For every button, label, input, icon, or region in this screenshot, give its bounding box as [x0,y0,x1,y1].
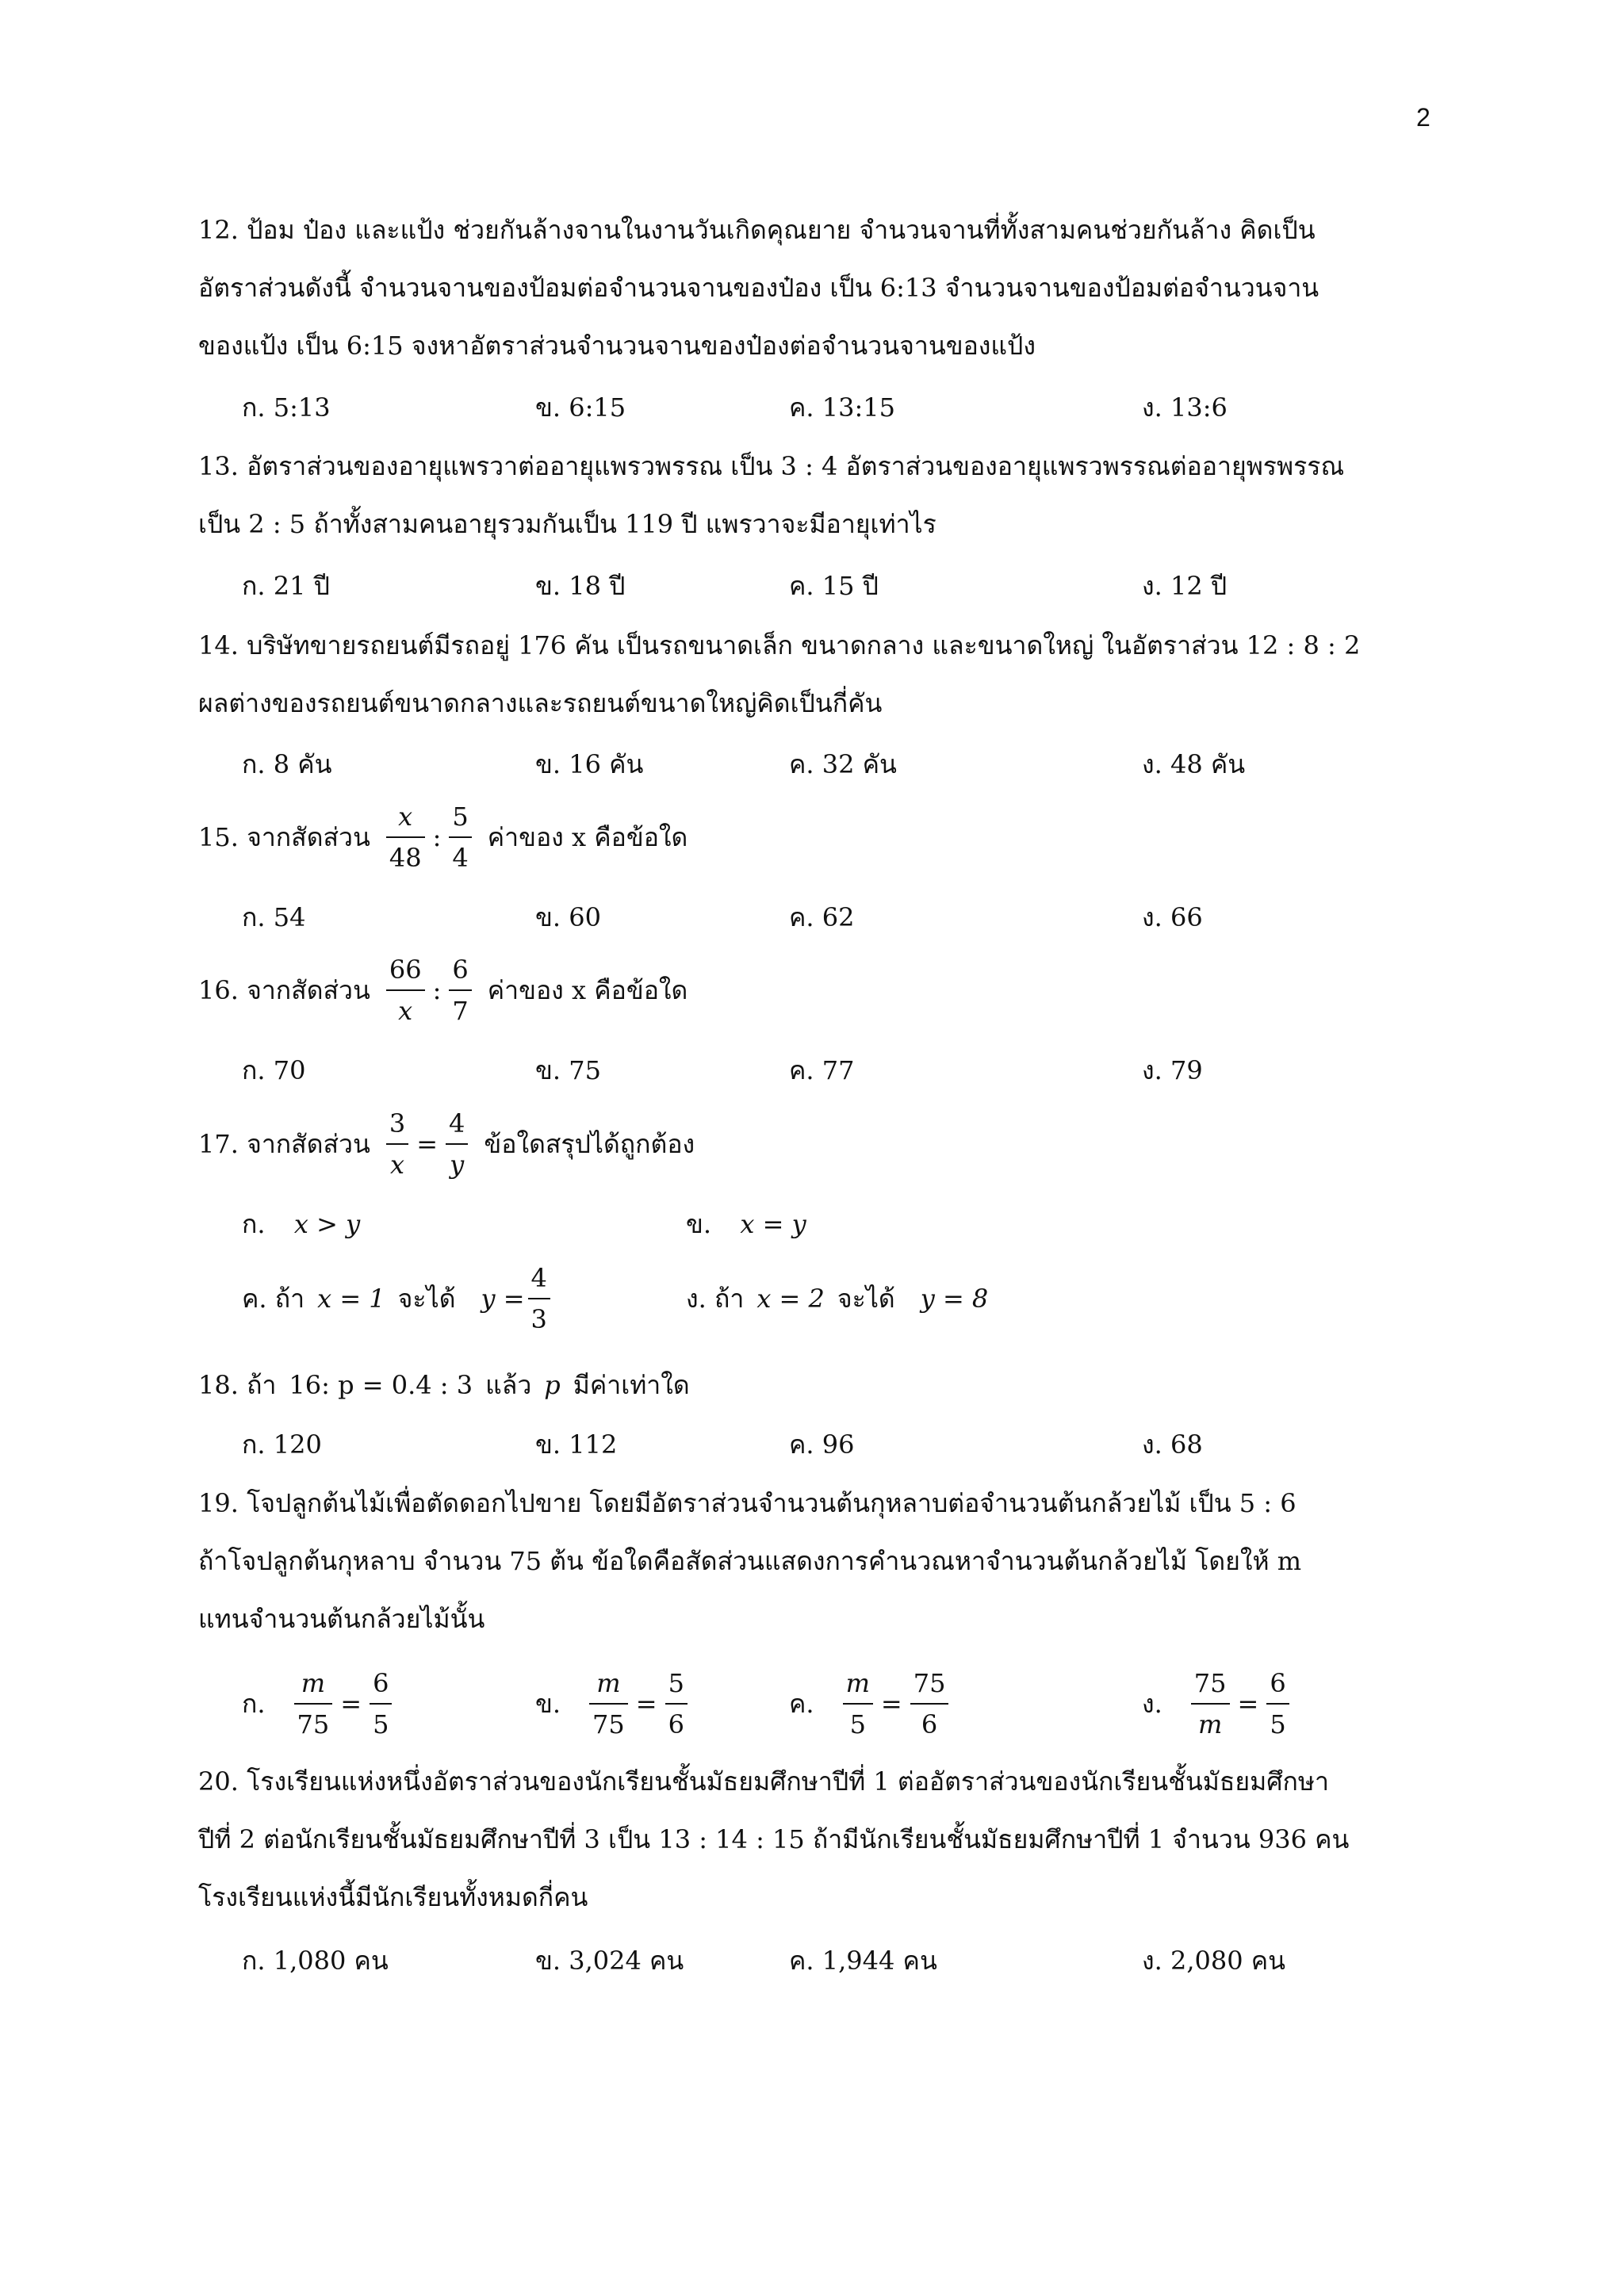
option-b [686,1195,806,1253]
fraction-numerator: 75 [913,1668,946,1698]
fraction-numerator: 6 [1270,1668,1286,1698]
question-16-text [198,950,688,1031]
question-mid: แล้ว [485,1370,532,1400]
equals-sign: = [635,1689,657,1719]
question-line: อัตราส่วนดังนี้ จำนวนจานของป้อมต่อจำนวนจานของป๋อง เป็น 6:13 จำนวนจานของป้อมต่อจำนวนจาน [198,273,1320,303]
question-16-options [242,1041,1431,1100]
option-label: ข. [535,1689,561,1719]
fraction-numerator: 4 [530,1263,547,1293]
option-c: ค. 13:15 [789,392,895,423]
question-line: 19. โจปลูกต้นไม้เพื่อตัดดอกไปขาย โดยมีอัตราส่วนจำนวนต้นกุหลาบต่อจำนวนต้นกล้วยไม้ เป็น 5 : 6 [198,1488,1297,1518]
question-expression: 16: p = 0.4 : 3 [289,1370,473,1400]
option-label: ง. [1142,1689,1162,1719]
option-c: ค. 32 คัน [789,749,897,779]
option-c: ค. 96 [789,1429,855,1460]
question-19-text [198,1475,1435,1648]
option-d: ง. 79 [1142,1055,1203,1085]
question-20-options [242,1931,1431,1990]
question-line: 12. ป้อม ป๋อง และแป้ง ช่วยกันล้างจานในงานวันเกิดคุณยาย จำนวนจานที่ทั้งสามคนช่วยกันล้าง คิดเป็น [198,215,1316,245]
fraction-denominator: 3 [530,1304,547,1334]
option-b: ข. 75 [535,1055,601,1085]
fraction [449,950,471,1031]
question-line: ของแป้ง เป็น 6:15 จงหาอัตราส่วนจำนวนจานของป๋องต่อจำนวนจานของแป้ง [198,331,1036,361]
question-line: ปีที่ 2 ต่อนักเรียนชั้นมัธยมศึกษาปีที่ 3 เป็น 13 : 14 : 15 ถ้ามีนักเรียนชั้นมัธยมศึกษาปีที่ 1 จำนวน 936 คน [198,1824,1350,1854]
fraction-numerator: 6 [373,1668,389,1698]
option-label: ก. [242,1209,266,1239]
option-a: ก. 21 ปี [242,571,330,601]
option-a: ก. 8 คัน [242,749,332,779]
fraction [449,797,471,878]
option-d: ง. 68 [1142,1429,1203,1460]
option-then: จะได้ [837,1284,895,1314]
option-c [789,1659,952,1748]
equals-sign: = [416,1129,439,1159]
option-c: ค. 77 [789,1055,855,1085]
fraction [294,1663,333,1744]
fraction [386,1104,408,1184]
option-d [1142,1659,1293,1748]
option-label: ค. [789,1689,814,1719]
option-d: ง. 12 ปี [1142,571,1228,601]
option-label: ง. ถ้า [686,1284,745,1314]
fraction-numerator: 5 [668,1668,684,1698]
fraction-denominator: 7 [452,996,469,1026]
fraction-numerator: 75 [1193,1668,1227,1698]
question-17-options-row1 [242,1195,1431,1253]
question-20-text [198,1753,1435,1927]
option-a: ก. 1,080 คน [242,1946,389,1976]
fraction-numerator: 6 [452,955,469,985]
option-b: ข. 6:15 [535,392,626,423]
fraction-numerator: m [845,1668,870,1698]
option-label: ค. ถ้า [242,1284,305,1314]
page-number: 2 [1416,103,1431,132]
question-17-text [198,1104,695,1184]
fraction-denominator: 5 [373,1709,389,1739]
fraction [589,1663,628,1744]
equals-sign: = [340,1689,362,1719]
question-13-text [198,438,1435,553]
option-label: ก. [242,1689,266,1719]
option-b: ข. 3,024 คน [535,1946,684,1976]
fraction-denominator: 5 [1270,1709,1286,1739]
question-15-text [198,797,688,878]
question-line: 13. อัตราส่วนของอายุแพรวาต่ออายุแพรวพรรณ เป็น 3 : 4 อัตราส่วนของอายุแพรวพรรณต่ออายุพรพรรณ [198,451,1345,481]
fraction-denominator: 6 [668,1709,684,1739]
question-line: ผลต่างของรถยนต์ขนาดกลางและรถยนต์ขนาดใหญ่คิดเป็นกี่คัน [198,688,883,718]
option-then: จะได้ [397,1284,456,1314]
option-c: ค. 15 ปี [789,571,879,601]
question-suffix: ค่าของ x คือข้อใด [487,975,688,1005]
option-a: ก. 120 [242,1429,322,1460]
question-line: 14. บริษัทขายรถยนต์มีรถอยู่ 176 คัน เป็นรถขนาดเล็ก ขนาดกลาง และขนาดใหญ่ ในอัตราส่วน 12 : 8 : 2 [198,630,1361,660]
option-a [242,1195,360,1253]
question-suffix: มีค่าเท่าใด [573,1370,690,1400]
question-suffix: ค่าของ x คือข้อใด [487,822,688,852]
question-line: เป็น 2 : 5 ถ้าทั้งสามคนอายุรวมกันเป็น 119 ปี แพรวาจะมีอายุเท่าไร [198,509,936,539]
question-prefix: 16. จากสัดส่วน [198,975,370,1005]
option-b: ข. 112 [535,1429,618,1460]
fraction-denominator: x [398,996,413,1026]
fraction [1191,1663,1230,1744]
fraction [1266,1663,1289,1744]
option-c: ค. 62 [789,902,855,932]
option-d: ง. 48 คัน [1142,749,1246,779]
option-b: ข. 16 คัน [535,749,644,779]
question-18-options [242,1415,1431,1474]
question-line: โรงเรียนแห่งนี้มีนักเรียนทั้งหมดกี่คน [198,1882,588,1912]
fraction [843,1663,873,1744]
question-line: ถ้าโจปลูกต้นกุหลาบ จำนวน 75 ต้น ข้อใดคือสัดส่วนแสดงการคำนวณหาจำนวนต้นกล้วยไม้ โดยให้ m [198,1546,1302,1576]
option-d: ง. 13:6 [1142,392,1228,423]
question-prefix: 15. จากสัดส่วน [198,822,370,852]
option-lhs: y = [481,1284,525,1314]
ratio-separator: : [432,975,442,1005]
option-b: ข. 18 ปี [535,571,626,601]
ratio-separator: : [432,822,442,852]
fraction-numerator: m [596,1668,621,1698]
question-15-options [242,888,1431,947]
option-a [242,1659,395,1748]
option-b [535,1659,691,1748]
fraction-numerator: 3 [389,1108,406,1138]
option-d: ง. 66 [1142,902,1203,932]
equals-sign: = [1237,1689,1259,1719]
option-a: ก. 70 [242,1055,306,1085]
fraction [386,950,425,1031]
option-condition: x = 1 [317,1284,385,1314]
fraction-denominator: 5 [849,1709,866,1739]
question-prefix: 17. จากสัดส่วน [198,1129,370,1159]
question-prefix: 18. ถ้า [198,1370,277,1400]
question-19-options [242,1659,1431,1748]
option-math: x = y [740,1209,806,1239]
question-14-options [242,735,1431,794]
fraction-numerator: 66 [389,955,422,985]
option-label: ข. [686,1209,712,1239]
fraction-denominator: 6 [921,1709,938,1739]
fraction-numerator: 4 [449,1108,465,1138]
option-b: ข. 60 [535,902,601,932]
fraction-denominator: 48 [389,843,422,873]
fraction [528,1258,550,1339]
question-line: 20. โรงเรียนแห่งหนึ่งอัตราส่วนของนักเรียนชั้นมัธยมศึกษาปีที่ 1 ต่ออัตราส่วนของนักเรียนชั้นมัธยมศึกษา [198,1766,1329,1797]
option-math: x > y [293,1209,361,1239]
fraction [386,797,425,878]
fraction-denominator: x [390,1150,405,1180]
equals-sign: = [880,1689,902,1719]
option-c [242,1254,553,1343]
fraction [910,1663,949,1744]
option-c: ค. 1,944 คน [789,1946,937,1976]
fraction-numerator: m [301,1668,326,1698]
fraction-numerator: 5 [452,802,469,832]
question-18-text [198,1356,690,1414]
option-a: ก. 5:13 [242,392,331,423]
question-17-options-row2 [242,1254,1431,1343]
fraction-denominator: 4 [452,843,469,873]
fraction [665,1663,688,1744]
question-variable: p [544,1370,561,1400]
question-12-text [198,201,1435,375]
question-13-options [242,557,1431,615]
fraction-denominator: 75 [297,1709,330,1739]
option-a: ก. 54 [242,902,306,932]
question-line: แทนจำนวนต้นกล้วยไม้นั้น [198,1604,485,1634]
option-condition: x = 2 [756,1284,825,1314]
question-suffix: ข้อใดสรุปได้ถูกต้อง [484,1129,695,1159]
fraction [370,1663,392,1744]
option-d: ง. 2,080 คน [1142,1946,1286,1976]
fraction-denominator: m [1197,1709,1223,1739]
fraction-denominator: y [450,1150,465,1180]
option-equation: y = 8 [920,1284,989,1314]
question-14-text [198,617,1435,733]
fraction-denominator: 75 [592,1709,625,1739]
question-12-options [242,378,1431,437]
option-d [686,1254,988,1343]
fraction-numerator: x [398,802,413,832]
fraction [446,1104,468,1184]
